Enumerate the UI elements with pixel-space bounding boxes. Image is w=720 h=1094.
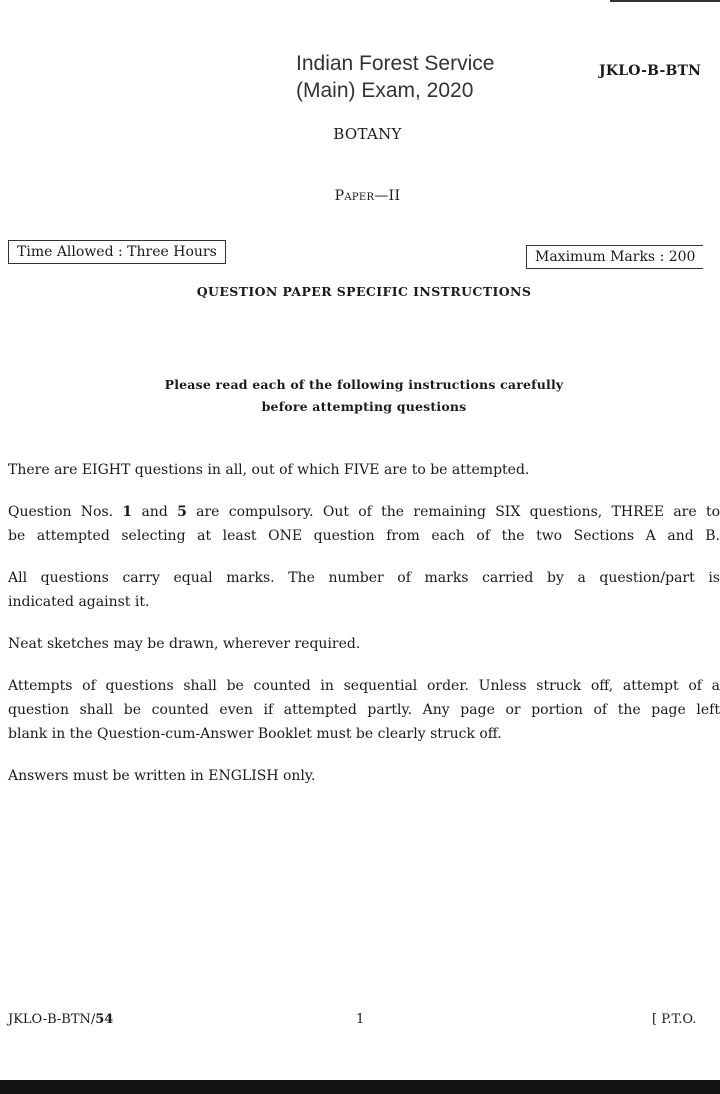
page-number: 1	[356, 1012, 365, 1027]
paper-code: JKLO-B-BTN	[599, 63, 702, 79]
read-note-line2: before attempting questions	[261, 399, 467, 414]
instruction-line: indicated against it.	[8, 594, 150, 610]
bottom-edge-bar	[0, 1080, 720, 1094]
footer-code-number: 54	[95, 1012, 114, 1027]
instruction-line: blank in the Question-cum-Answer Booklet must be clearly struck off.	[8, 726, 502, 742]
subject-title: BOTANY	[333, 125, 402, 143]
instruction-item	[8, 764, 720, 788]
exam-title	[296, 50, 494, 104]
compulsory-question-number: 1	[122, 504, 133, 520]
top-rule	[610, 0, 720, 2]
instruction-item	[8, 458, 720, 482]
instruction-list	[8, 458, 720, 806]
read-note-line1: Please read each of the following instructions carefully	[164, 377, 564, 392]
instruction-item	[8, 500, 720, 548]
instruction-line: Answers must be written in ENGLISH only.	[8, 768, 316, 784]
instruction-line: All questions carry equal marks. The number of marks carried by a question/part is	[8, 570, 720, 586]
footer-code	[8, 1012, 113, 1027]
instructions-heading: QUESTION PAPER SPECIFIC INSTRUCTIONS	[196, 284, 532, 299]
footer-code-prefix: JKLO-B-BTN/	[8, 1012, 96, 1027]
instruction-line: Question Nos. 1 and 5 are compulsory. Out of the remaining SIX questions, THREE are to	[8, 504, 720, 520]
paper-number: Paper—II	[334, 188, 401, 204]
instruction-line: Attempts of questions shall be counted in sequential order. Unless struck off, attempt of a	[8, 678, 720, 694]
maximum-marks-box: Maximum Marks : 200	[526, 245, 703, 269]
instruction-line: be attempted selecting at least ONE question from each of the two Sections A and B.	[8, 528, 720, 544]
exam-title-line1: Indian Forest Service	[296, 52, 495, 75]
instruction-item	[8, 632, 720, 656]
instruction-line: There are EIGHT questions in all, out of which FIVE are to be attempted.	[8, 462, 530, 478]
time-allowed-box: Time Allowed : Three Hours	[8, 240, 226, 264]
read-note	[0, 374, 720, 418]
pto-marker: [ P.T.O.	[652, 1012, 697, 1027]
instruction-line: Neat sketches may be drawn, wherever required.	[8, 636, 361, 652]
compulsory-question-number: 5	[177, 504, 187, 520]
instruction-item	[8, 674, 720, 746]
instruction-item	[8, 566, 720, 614]
instruction-line: question shall be counted even if attempted partly. Any page or portion of the page left	[8, 702, 720, 718]
exam-title-line2: (Main) Exam, 2020	[296, 79, 474, 102]
